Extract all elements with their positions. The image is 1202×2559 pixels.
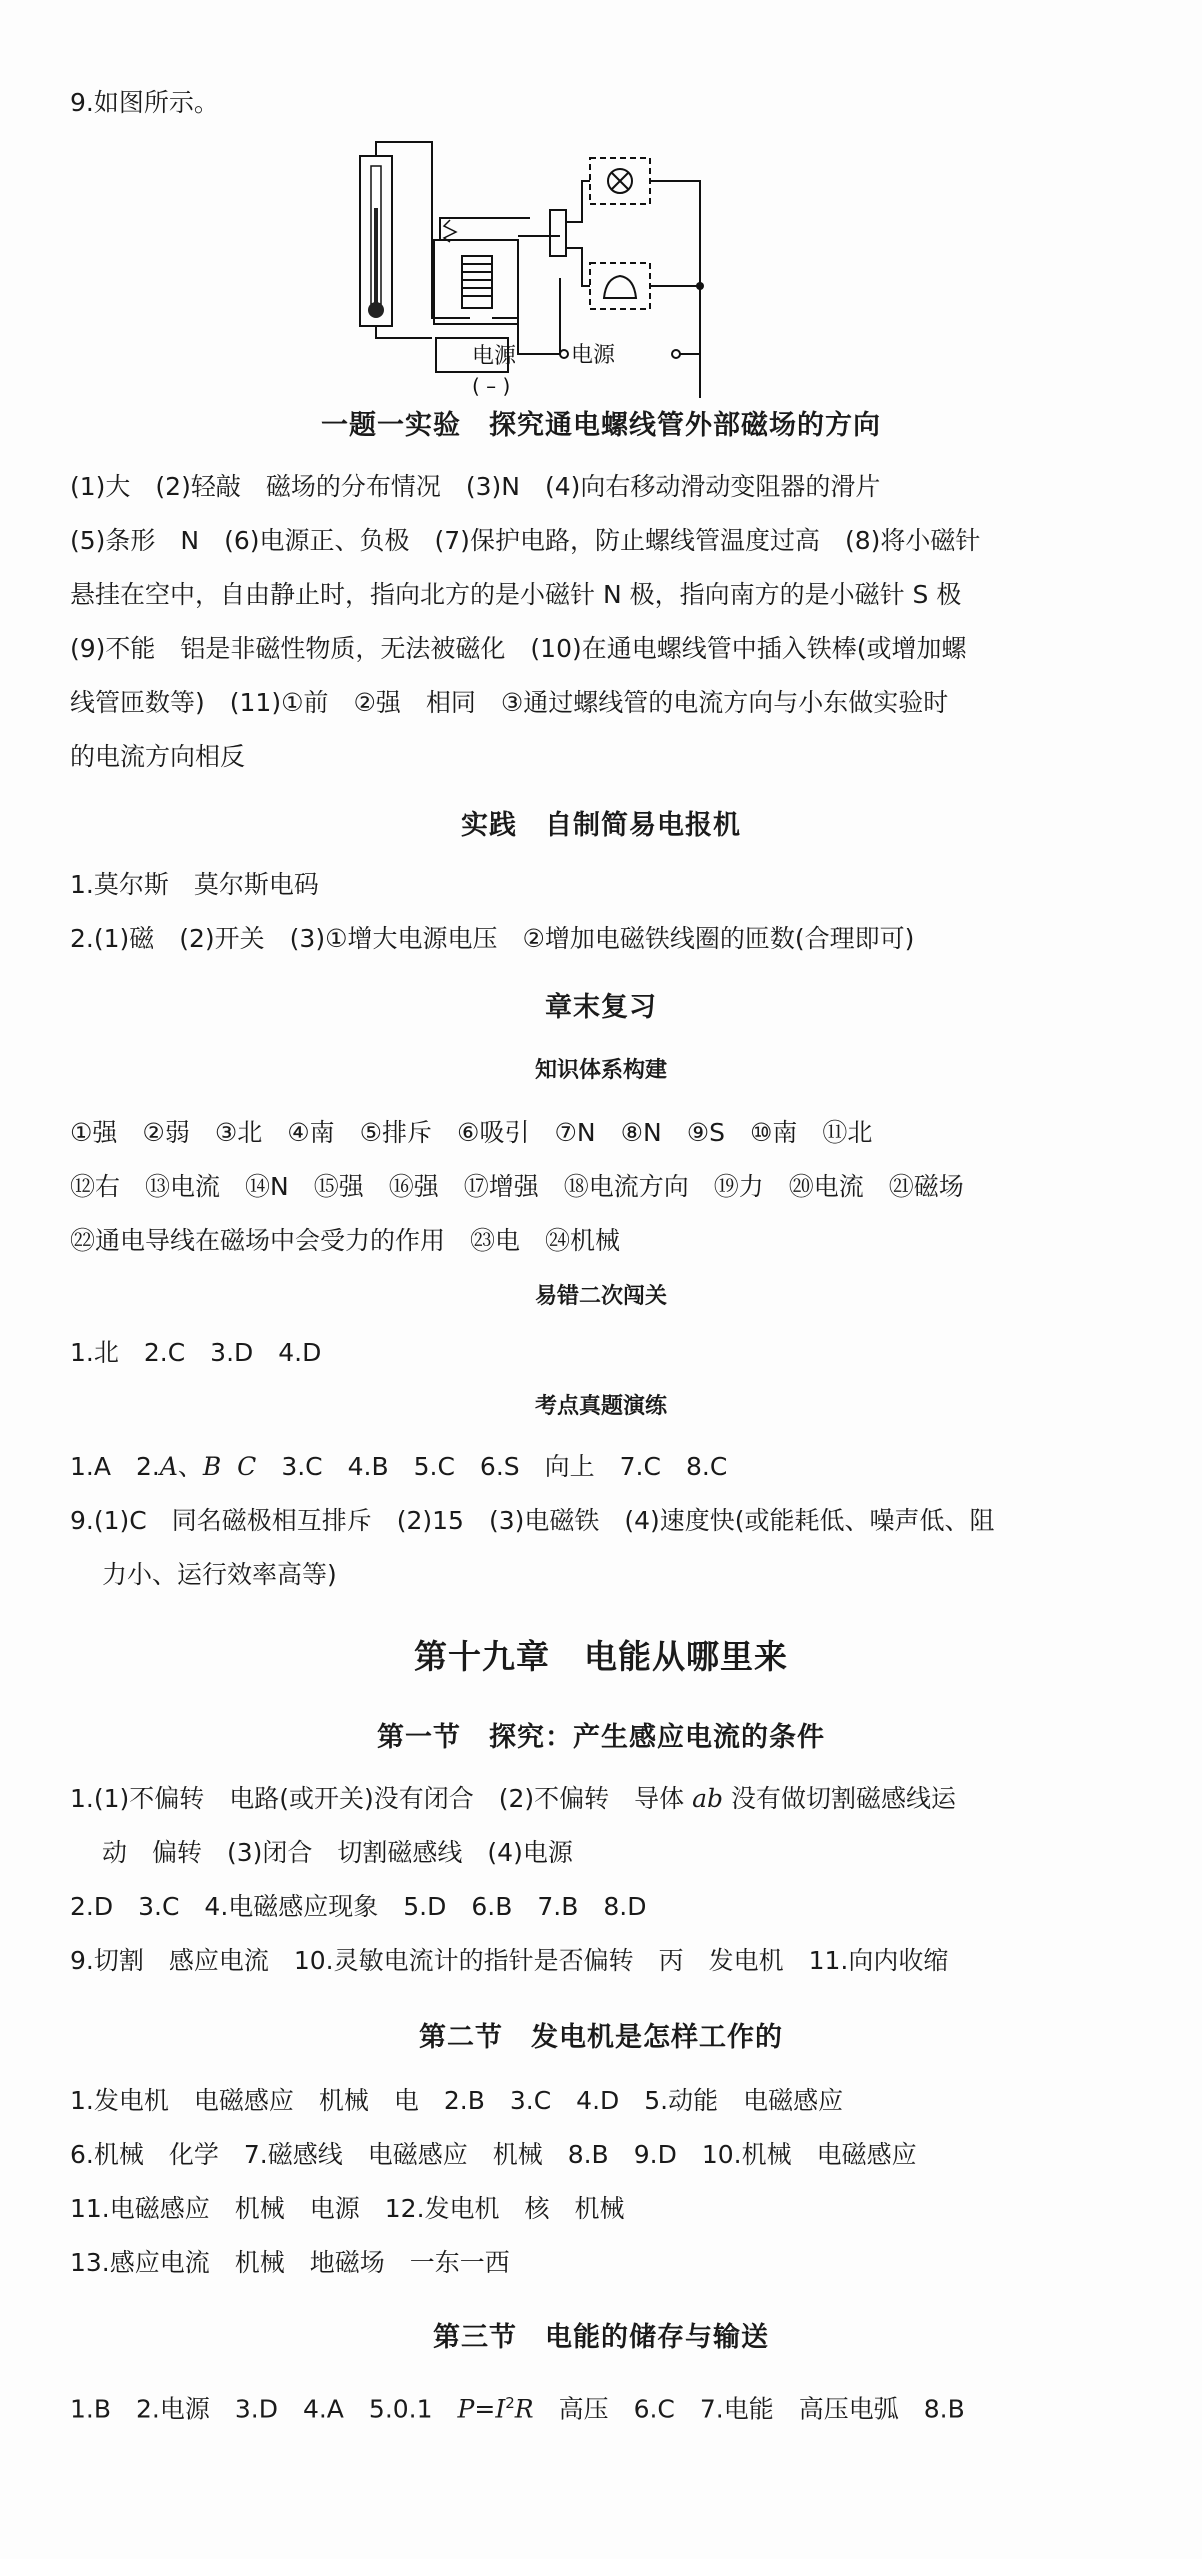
formula-p: P bbox=[457, 2394, 475, 2424]
text: 、 bbox=[177, 1452, 203, 1481]
answer-line: 9.(1)C 同名磁极相互排斥 (2)15 (3)电磁铁 (4)速度快(或能耗低、噪声低、阻 bbox=[70, 1506, 995, 1535]
answer-line: 2.(1)磁 (2)开关 (3)①增大电源电压 ②增加电磁铁线圈的匝数(合理即可) bbox=[70, 924, 915, 953]
answer-line: 2.D 3.C 4.电磁感应现象 5.D 6.B 7.B 8.D bbox=[70, 1892, 647, 1921]
power-label-left: 电源 bbox=[472, 344, 517, 369]
power-sign-left: ( – ) bbox=[472, 374, 511, 398]
formula-sup: 2 bbox=[505, 2394, 515, 2412]
section-title: 第一节 探究：产生感应电流的条件 bbox=[377, 1722, 825, 1753]
text: C bbox=[237, 1452, 257, 1481]
answer-line: 线管匝数等) (11)①前 ②强 相同 ③通过螺线管的电流方向与小东做实验时 bbox=[70, 688, 949, 717]
text: 1.(1)不偏转 电路(或开关)没有闭合 (2)不偏转 导体 bbox=[70, 1784, 693, 1813]
text: 1.A 2. bbox=[70, 1452, 160, 1481]
answer-line: 力小、运行效率高等) bbox=[102, 1560, 337, 1589]
text: 1.B 2.电源 3.D 4.A 5.0.1 bbox=[70, 2394, 458, 2424]
answer-line: 11.电磁感应 机械 电源 12.发电机 核 机械 bbox=[70, 2194, 625, 2223]
text: = bbox=[474, 2394, 496, 2424]
answer-line: 13.感应电流 机械 地磁场 一东一西 bbox=[70, 2248, 510, 2277]
section-title-review: 章末复习 bbox=[545, 992, 657, 1023]
subsection-title: 易错二次闯关 bbox=[534, 1284, 667, 1309]
chapter-title: 第十九章 电能从哪里来 bbox=[414, 1637, 788, 1676]
subsection-title: 知识体系构建 bbox=[534, 1058, 667, 1083]
text: 高压 6.C 7.电能 高压电弧 8.B bbox=[533, 2394, 965, 2424]
text: B bbox=[202, 1452, 222, 1481]
section-title-experiment: 一题一实验 探究通电螺线管外部磁场的方向 bbox=[321, 410, 881, 441]
answer-line bbox=[70, 1450, 727, 1484]
answer-line: 动 偏转 (3)闭合 切割磁感线 (4)电源 bbox=[102, 1838, 573, 1867]
answer-line: 6.机械 化学 7.磁感线 电磁感应 机械 8.B 9.D 10.机械 电磁感应 bbox=[70, 2140, 917, 2169]
section-title: 第三节 电能的储存与输送 bbox=[433, 2322, 769, 2353]
answer-line: 1.莫尔斯 莫尔斯电码 bbox=[70, 870, 319, 899]
text: 没有做切割磁感线运 bbox=[723, 1784, 957, 1813]
answer-line bbox=[70, 1782, 956, 1816]
section-title-practice: 实践 自制简易电报机 bbox=[461, 810, 741, 841]
section-title: 第二节 发电机是怎样工作的 bbox=[419, 2022, 783, 2053]
answer-line: ①强 ②弱 ③北 ④南 ⑤排斥 ⑥吸引 ⑦N ⑧N ⑨S ⑩南 ⑪北 bbox=[70, 1118, 873, 1147]
text: A bbox=[159, 1452, 178, 1481]
answer-line: (5)条形 N (6)电源正、负极 (7)保护电路，防止螺线管温度过高 (8)将小磁针 bbox=[70, 526, 981, 555]
q9-label: 9.如图所示。 bbox=[70, 88, 219, 117]
subsection-title: 考点真题演练 bbox=[534, 1394, 667, 1419]
answer-line: 的电流方向相反 bbox=[70, 742, 246, 771]
answer-line: 9.切割 感应电流 10.灵敏电流计的指针是否偏转 丙 发电机 11.向内收缩 bbox=[70, 1946, 949, 1975]
answer-line: 1.发电机 电磁感应 机械 电 2.B 3.C 4.D 5.动能 电磁感应 bbox=[70, 2086, 844, 2115]
bell-box bbox=[590, 263, 650, 309]
answer-line: (9)不能 铝是非磁性物质，无法被磁化 (10)在通电螺线管中插入铁棒(或增加螺 bbox=[70, 634, 967, 663]
answer-line: 1.北 2.C 3.D 4.D bbox=[70, 1338, 322, 1367]
formula-r: R bbox=[514, 2394, 534, 2424]
formula-i: I bbox=[495, 2394, 506, 2424]
answer-line bbox=[70, 2386, 965, 2426]
power-label-right: 电源 bbox=[571, 343, 616, 368]
answer-line: ㉒通电导线在磁场中会受力的作用 ㉓电 ㉔机械 bbox=[70, 1226, 621, 1255]
answer-line: ⑫右 ⑬电流 ⑭N ⑮强 ⑯强 ⑰增强 ⑱电流方向 ⑲力 ⑳电流 ㉑磁场 bbox=[70, 1172, 964, 1201]
answer-line: 悬挂在空中，自由静止时，指向北方的是小磁针 N 极，指向南方的是小磁针 S 极 bbox=[70, 580, 962, 609]
circuit-diagram bbox=[350, 138, 820, 398]
text: 3.C 4.B 5.C 6.S 向上 7.C 8.C bbox=[256, 1452, 728, 1481]
answer-line: (1)大 (2)轻敲 磁场的分布情况 (3)N (4)向右移动滑动变阻器的滑片 bbox=[70, 472, 881, 501]
text: ab bbox=[692, 1784, 724, 1813]
bell-icon bbox=[604, 276, 636, 298]
